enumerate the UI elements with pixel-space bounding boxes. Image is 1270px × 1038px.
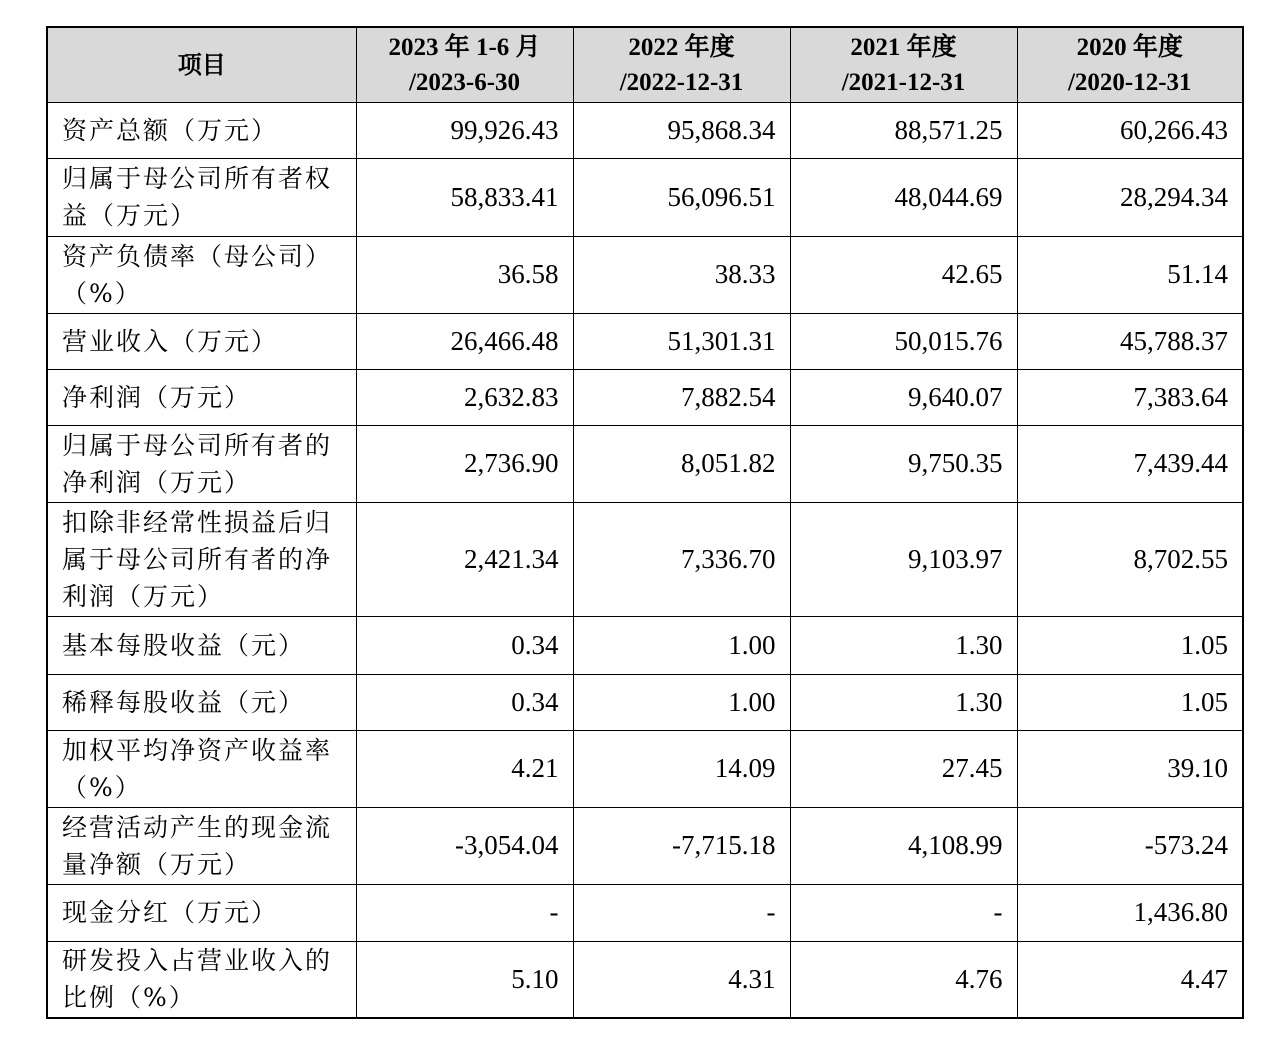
cell-value: 48,044.69 [790, 158, 1017, 236]
cell-value: 2,736.90 [356, 425, 573, 502]
row-label: 营业收入（万元） [47, 313, 356, 369]
cell-value: 27.45 [790, 730, 1017, 807]
row-label: 经营活动产生的现金流量净额（万元） [47, 807, 356, 884]
header-period-date: /2022-12-31 [619, 68, 744, 96]
cell-value: 42.65 [790, 236, 1017, 313]
financial-summary-table [46, 26, 1244, 1019]
cell-value: 4.31 [573, 941, 790, 1018]
header-period-2021 [790, 27, 1017, 102]
table-row [47, 102, 1243, 158]
cell-value: 0.34 [356, 674, 573, 730]
row-label: 加权平均净资产收益率（%） [47, 730, 356, 807]
cell-value: 1.00 [573, 616, 790, 674]
header-period-label: 2022 年度 [628, 33, 735, 61]
row-label: 资产总额（万元） [47, 102, 356, 158]
cell-value: 2,632.83 [356, 369, 573, 425]
cell-value: 28,294.34 [1017, 158, 1243, 236]
row-label: 资产负债率（母公司）（%） [47, 236, 356, 313]
cell-value: 1.05 [1017, 674, 1243, 730]
cell-value: 1.00 [573, 674, 790, 730]
cell-value: 50,015.76 [790, 313, 1017, 369]
header-period-2022 [573, 27, 790, 102]
table-row [47, 313, 1243, 369]
table-row [47, 730, 1243, 807]
table-row [47, 941, 1243, 1018]
cell-value: - [790, 884, 1017, 941]
cell-value: 4.76 [790, 941, 1017, 1018]
cell-value: 60,266.43 [1017, 102, 1243, 158]
table-row [47, 158, 1243, 236]
cell-value: 9,640.07 [790, 369, 1017, 425]
header-period-2020 [1017, 27, 1243, 102]
cell-value: 9,750.35 [790, 425, 1017, 502]
header-row [47, 27, 1243, 102]
table-row [47, 674, 1243, 730]
row-label: 基本每股收益（元） [47, 616, 356, 674]
table-row [47, 616, 1243, 674]
table-row [47, 502, 1243, 616]
header-period-date: /2021-12-31 [841, 68, 966, 96]
cell-value: 1.30 [790, 674, 1017, 730]
table-header [47, 27, 1243, 102]
cell-value: 7,336.70 [573, 502, 790, 616]
cell-value: 4.47 [1017, 941, 1243, 1018]
cell-value: 0.34 [356, 616, 573, 674]
cell-value: 51.14 [1017, 236, 1243, 313]
table-row [47, 884, 1243, 941]
cell-value: -573.24 [1017, 807, 1243, 884]
cell-value: - [573, 884, 790, 941]
cell-value: 58,833.41 [356, 158, 573, 236]
cell-value: -3,054.04 [356, 807, 573, 884]
cell-value: 1.30 [790, 616, 1017, 674]
header-period-date: /2020-12-31 [1067, 68, 1192, 96]
cell-value: 8,051.82 [573, 425, 790, 502]
cell-value: 14.09 [573, 730, 790, 807]
cell-value: 38.33 [573, 236, 790, 313]
row-label: 扣除非经常性损益后归属于母公司所有者的净利润（万元） [47, 502, 356, 616]
cell-value: 2,421.34 [356, 502, 573, 616]
cell-value: 88,571.25 [790, 102, 1017, 158]
header-period-label: 2023 年 1-6 月 [388, 33, 541, 61]
row-label: 净利润（万元） [47, 369, 356, 425]
header-item: 项目 [47, 27, 356, 102]
cell-value: -7,715.18 [573, 807, 790, 884]
row-label: 归属于母公司所有者权益（万元） [47, 158, 356, 236]
cell-value: 7,882.54 [573, 369, 790, 425]
header-period-date: /2023-6-30 [408, 68, 521, 96]
cell-value: 4.21 [356, 730, 573, 807]
cell-value: 5.10 [356, 941, 573, 1018]
cell-value: - [356, 884, 573, 941]
row-label: 稀释每股收益（元） [47, 674, 356, 730]
table-row [47, 236, 1243, 313]
cell-value: 9,103.97 [790, 502, 1017, 616]
cell-value: 39.10 [1017, 730, 1243, 807]
cell-value: 95,868.34 [573, 102, 790, 158]
header-period-2023h1 [356, 27, 573, 102]
table-body [47, 102, 1243, 1018]
cell-value: 8,702.55 [1017, 502, 1243, 616]
row-label: 研发投入占营业收入的比例（%） [47, 941, 356, 1018]
cell-value: 26,466.48 [356, 313, 573, 369]
cell-value: 56,096.51 [573, 158, 790, 236]
cell-value: 7,383.64 [1017, 369, 1243, 425]
row-label: 现金分红（万元） [47, 884, 356, 941]
table-row [47, 425, 1243, 502]
cell-value: 7,439.44 [1017, 425, 1243, 502]
header-period-label: 2021 年度 [850, 33, 957, 61]
table-row [47, 807, 1243, 884]
row-label: 归属于母公司所有者的净利润（万元） [47, 425, 356, 502]
cell-value: 99,926.43 [356, 102, 573, 158]
header-period-label: 2020 年度 [1076, 33, 1183, 61]
cell-value: 45,788.37 [1017, 313, 1243, 369]
cell-value: 4,108.99 [790, 807, 1017, 884]
table-row [47, 369, 1243, 425]
cell-value: 51,301.31 [573, 313, 790, 369]
cell-value: 1.05 [1017, 616, 1243, 674]
cell-value: 36.58 [356, 236, 573, 313]
cell-value: 1,436.80 [1017, 884, 1243, 941]
